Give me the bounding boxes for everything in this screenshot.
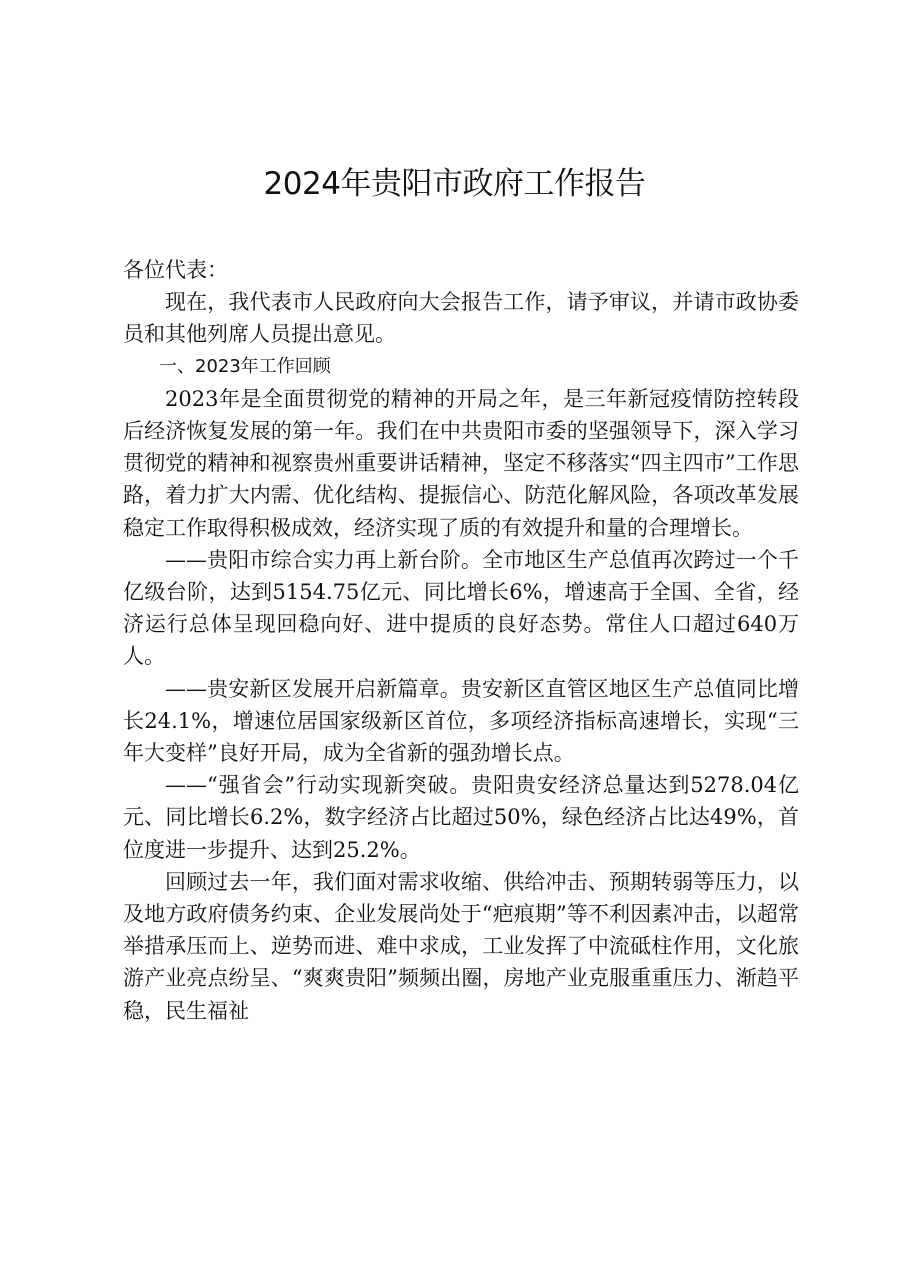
paragraph-guiyang-strength: ——贵阳市综合实力再上新台阶。全市地区生产总值再次跨过一个千亿级台阶，达到5154.75亿元、同比增长6%，增速高于全国、全省，经济运行总体呈现回稳向好、进中提质的良好态势。常住人口超过640万人。 [123, 547, 799, 669]
paragraph-review: 回顾过去一年，我们面对需求收缩、供给冲击、预期转弱等压力，以及地方政府债务约束、企业发展尚处于“疤痕期”等不利因素冲击，以超常举措承压而上、逆势而进、难中求成，工业发挥了中流砥柱作用，文化旅游产业亮点纷呈、“爽爽贵阳”频频出圈，房地产业克服重重压力、渐趋平稳，民生福祉 [123, 869, 799, 1023]
paragraph-guian-new-area: ——贵安新区发展开启新篇章。贵安新区直管区地区生产总值同比增长24.1%，增速位居国家级新区首位，多项经济指标高速增长，实现“三年大变样”良好开局，成为全省新的强劲增长点。 [123, 676, 799, 766]
document-title: 2024年贵阳市政府工作报告 [263, 166, 646, 202]
paragraph-intro: 现在，我代表市人民政府向大会报告工作，请予审议，并请市政协委员和其他列席人员提出意见。 [123, 290, 799, 347]
paragraph-strong-capital: ——“强省会”行动实现新突破。贵阳贵安经济总量达到5278.04亿元、同比增长6.2%，数字经济占比超过50%，绿色经济占比达49%，首位度进一步提升、达到25.2%。 [123, 773, 799, 862]
salutation: 各位代表： [123, 258, 228, 282]
paragraph-overview: 2023年是全面贯彻党的精神的开局之年，是三年新冠疫情防控转段后经济恢复发展的第一年。我们在中共贵阳市委的坚强领导下，深入学习贯彻党的精神和视察贵州重要讲话精神，坚定不移落实“四主四市”工作思路，着力扩大内需、优化结构、提振信心、防范化解风险，各项改革发展稳定工作取得积极成效，经济实现了质的有效提升和量的合理增长。 [123, 386, 799, 540]
document-body [123, 254, 799, 1027]
section-heading: 一、2023年工作回顾 [159, 355, 331, 377]
